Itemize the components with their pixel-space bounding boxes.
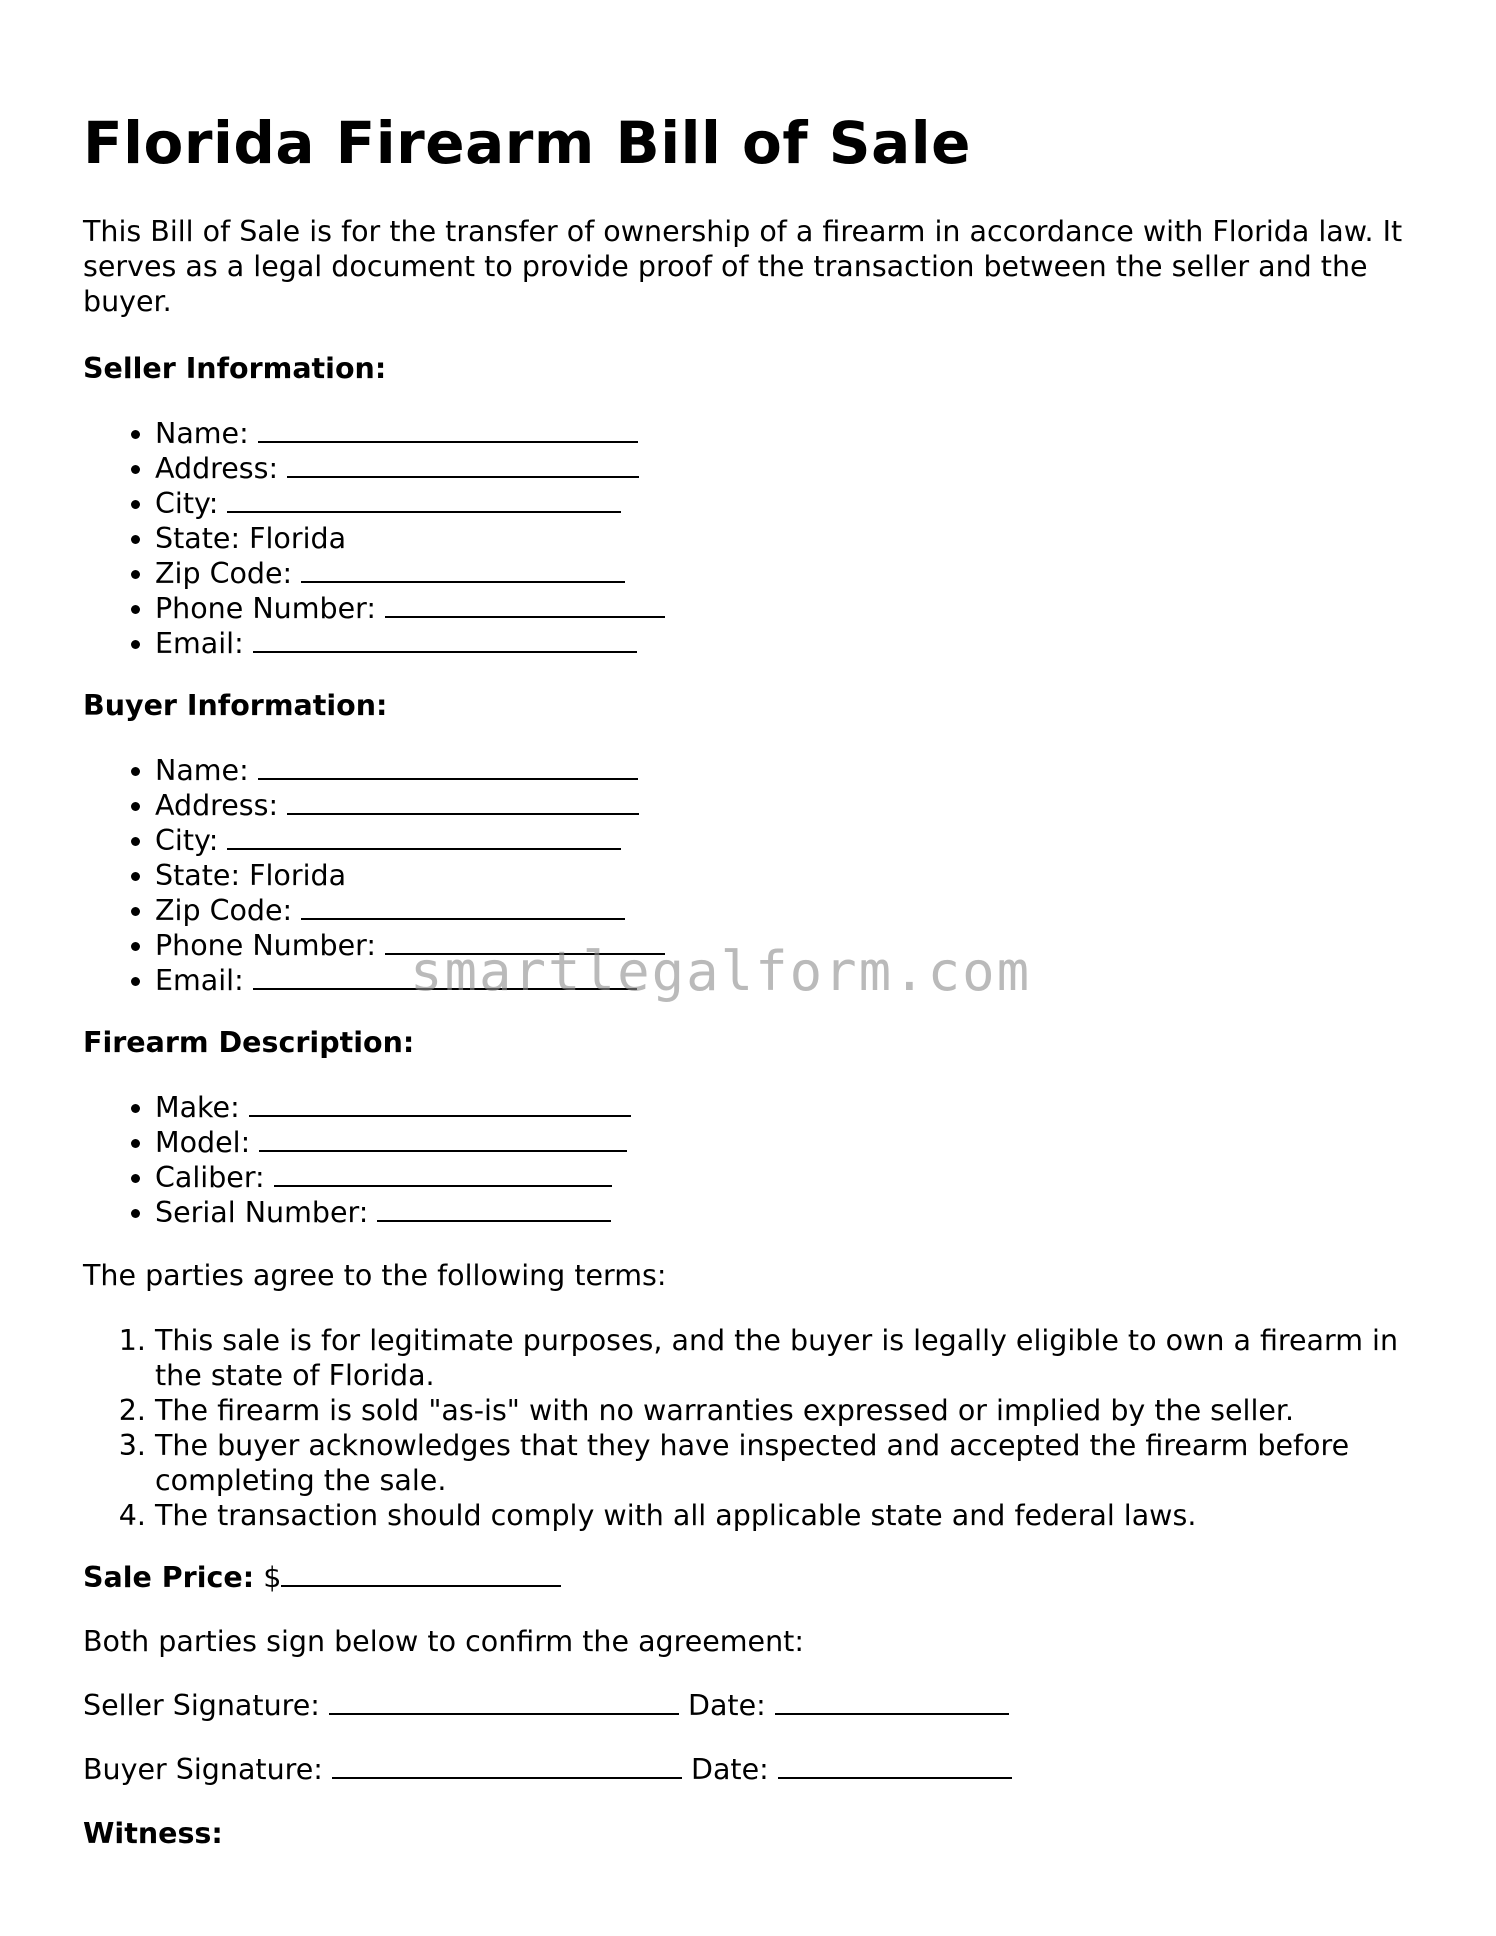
term-item: 2. The firearm is sold "as-is" with no warranties expressed or implied by the seller. — [155, 1393, 1423, 1428]
buyer-zip-blank[interactable] — [301, 896, 625, 920]
intro-paragraph: This Bill of Sale is for the transfer of ownership of a firearm in accordance with Florida law. It serves as a legal document to provide proof of the transaction between the seller and the buyer. — [83, 215, 1403, 318]
confirm-text: Both parties sign below to confirm the agreement: — [83, 1625, 804, 1658]
seller-city-field: • City: — [155, 486, 665, 521]
firearm-fields — [83, 1090, 631, 1230]
witness-heading: Witness: — [83, 1817, 223, 1850]
buyer-state-field: • State: Florida — [155, 858, 665, 893]
firearm-heading: Firearm Description: — [83, 1026, 415, 1059]
seller-city-blank[interactable] — [227, 489, 621, 513]
seller-signature-label: Seller Signature: — [83, 1689, 320, 1722]
seller-address-blank[interactable] — [287, 454, 639, 478]
seller-name-field: • Name: — [155, 416, 665, 451]
firearm-model-field: • Model: — [155, 1125, 631, 1160]
buyer-signature-label: Buyer Signature: — [83, 1753, 323, 1786]
seller-state-field: • State: Florida — [155, 521, 665, 556]
seller-zip-field: • Zip Code: — [155, 556, 665, 591]
terms-list — [83, 1323, 1423, 1533]
seller-address-field: • Address: — [155, 451, 665, 486]
term-item: 3. The buyer acknowledges that they have inspected and accepted the firearm before completing the sale. — [155, 1428, 1423, 1498]
buyer-signature-line — [83, 1752, 1012, 1787]
seller-signature-blank[interactable] — [329, 1691, 679, 1715]
buyer-address-blank[interactable] — [287, 791, 639, 815]
seller-signature-line — [83, 1688, 1009, 1723]
seller-email-field: • Email: — [155, 626, 665, 661]
seller-heading: Seller Information: — [83, 352, 387, 385]
buyer-email-field: • Email: — [155, 963, 665, 998]
term-item: 1. This sale is for legitimate purposes, and the buyer is legally eligible to own a firearm in the state of Florida. — [155, 1323, 1423, 1393]
firearm-serial-field: • Serial Number: — [155, 1195, 631, 1230]
buyer-city-field: • City: — [155, 823, 665, 858]
seller-name-blank[interactable] — [258, 419, 638, 443]
seller-date-label: Date: — [688, 1689, 766, 1722]
seller-email-blank[interactable] — [253, 629, 637, 653]
buyer-phone-field: • Phone Number: — [155, 928, 665, 963]
buyer-zip-field: • Zip Code: — [155, 893, 665, 928]
buyer-signature-blank[interactable] — [332, 1755, 682, 1779]
term-item: 4. The transaction should comply with all applicable state and federal laws. — [155, 1498, 1423, 1533]
firearm-serial-blank[interactable] — [377, 1198, 611, 1222]
seller-fields — [83, 416, 665, 661]
sale-price-blank[interactable] — [281, 1563, 561, 1587]
sale-price-currency: $ — [263, 1561, 282, 1594]
buyer-date-blank[interactable] — [778, 1755, 1012, 1779]
buyer-name-blank[interactable] — [258, 756, 638, 780]
terms-intro: The parties agree to the following terms: — [83, 1259, 667, 1292]
page-title: Florida Firearm Bill of Sale — [83, 109, 971, 177]
firearm-make-field: • Make: — [155, 1090, 631, 1125]
seller-phone-field: • Phone Number: — [155, 591, 665, 626]
sale-price-line — [83, 1560, 561, 1595]
firearm-caliber-field: • Caliber: — [155, 1160, 631, 1195]
seller-zip-blank[interactable] — [301, 559, 625, 583]
seller-phone-blank[interactable] — [385, 594, 665, 618]
buyer-heading: Buyer Information: — [83, 689, 388, 722]
firearm-make-blank[interactable] — [249, 1093, 631, 1117]
buyer-address-field: • Address: — [155, 788, 665, 823]
watermark: smartlegalform.com — [410, 940, 1032, 1003]
sale-price-label: Sale Price: — [83, 1561, 255, 1594]
seller-date-blank[interactable] — [775, 1691, 1009, 1715]
buyer-city-blank[interactable] — [227, 826, 621, 850]
firearm-caliber-blank[interactable] — [274, 1163, 612, 1187]
buyer-name-field: • Name: — [155, 753, 665, 788]
buyer-date-label: Date: — [691, 1753, 769, 1786]
firearm-model-blank[interactable] — [259, 1128, 627, 1152]
